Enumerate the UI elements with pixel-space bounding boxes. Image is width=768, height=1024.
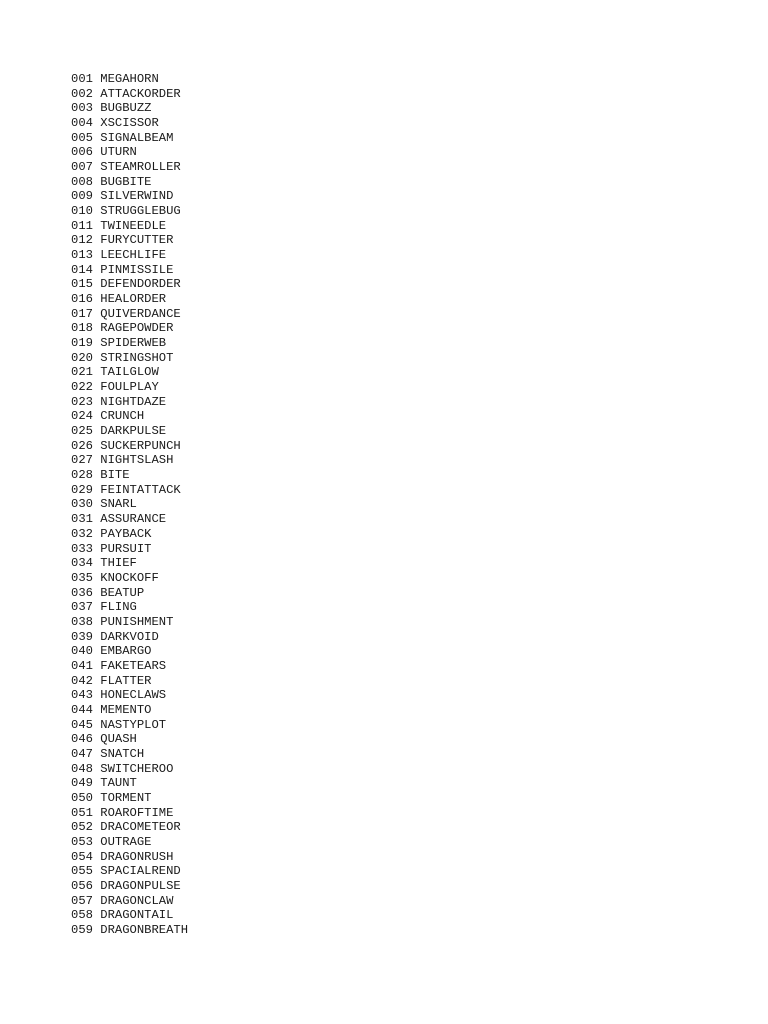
move-number: 025 [71,424,93,439]
separator [93,630,100,645]
move-number: 024 [71,409,93,424]
separator [93,453,100,468]
move-name: PUNISHMENT [100,614,174,629]
move-name: HEALORDER [100,292,167,307]
move-number: 003 [71,101,93,116]
move-name: XSCISSOR [100,116,159,131]
separator [93,864,100,879]
separator [93,908,100,923]
list-item [71,439,188,454]
separator [93,644,100,659]
separator [93,395,100,410]
move-number: 028 [71,468,93,483]
list-item [71,615,188,630]
separator [93,292,100,307]
move-name: DRAGONTAIL [100,908,174,923]
list-item [71,219,188,234]
move-name: EMBARGO [100,644,152,659]
list-item [71,483,188,498]
separator [93,542,100,557]
separator [93,439,100,454]
separator [93,791,100,806]
move-name: QUIVERDANCE [100,306,181,321]
separator [93,820,100,835]
separator [93,674,100,689]
move-number: 002 [71,86,93,101]
list-item [71,542,188,557]
list-item [71,718,188,733]
move-name: ATTACKORDER [100,86,181,101]
move-number: 027 [71,453,93,468]
separator [93,923,100,938]
move-name: LEECHLIFE [100,248,167,263]
move-number: 058 [71,908,93,923]
move-name: DRAGONRUSH [100,849,174,864]
separator [93,468,100,483]
move-name: PINMISSILE [100,262,174,277]
move-number: 043 [71,688,93,703]
list-item [71,175,188,190]
list-item [71,160,188,175]
separator [93,688,100,703]
move-number: 016 [71,292,93,307]
list-item [71,571,188,586]
move-name: STRINGSHOT [100,350,174,365]
separator [93,409,100,424]
move-number: 041 [71,658,93,673]
separator [93,762,100,777]
separator [93,131,100,146]
move-name: DEFENDORDER [100,277,181,292]
move-name: QUASH [100,732,137,747]
move-number: 005 [71,130,93,145]
move-number: 007 [71,160,93,175]
list-item [71,747,188,762]
move-number: 015 [71,277,93,292]
separator [93,233,100,248]
move-number: 044 [71,702,93,717]
move-number: 018 [71,321,93,336]
move-name: CRUNCH [100,409,145,424]
list-item [71,835,188,850]
move-name: TWINEEDLE [100,218,167,233]
separator [93,527,100,542]
separator [93,659,100,674]
list-item [71,512,188,527]
list-item [71,380,188,395]
move-number: 040 [71,644,93,659]
list-item [71,453,188,468]
move-name: TAILGLOW [100,365,159,380]
move-number: 011 [71,218,93,233]
separator [93,365,100,380]
move-name: FOULPLAY [100,380,159,395]
move-number: 014 [71,262,93,277]
list-item [71,409,188,424]
list-item [71,732,188,747]
move-name: MEGAHORN [100,72,159,86]
move-number: 017 [71,306,93,321]
move-name: FAKETEARS [100,658,167,673]
move-number: 034 [71,556,93,571]
list-item [71,894,188,909]
move-name: FLING [100,600,137,615]
separator [93,160,100,175]
move-number: 038 [71,614,93,629]
move-name: NIGHTSLASH [100,453,174,468]
list-item [71,365,188,380]
list-item [71,233,188,248]
move-number: 055 [71,864,93,879]
move-number: 008 [71,174,93,189]
separator [93,380,100,395]
list-item [71,879,188,894]
separator [93,571,100,586]
move-number: 037 [71,600,93,615]
move-name: TORMENT [100,790,152,805]
list-item [71,600,188,615]
move-number: 020 [71,350,93,365]
move-name: TAUNT [100,776,137,791]
move-number: 026 [71,438,93,453]
list-item [71,497,188,512]
list-item [71,806,188,821]
move-number: 050 [71,790,93,805]
move-name: BUGBUZZ [100,101,152,116]
list-item [71,688,188,703]
list-item [71,292,188,307]
separator [93,718,100,733]
move-number: 056 [71,878,93,893]
move-number: 023 [71,394,93,409]
move-name: NIGHTDAZE [100,394,167,409]
separator [93,219,100,234]
list-item [71,586,188,601]
move-name: FLATTER [100,673,152,688]
move-name: SPIDERWEB [100,336,167,351]
list-item [71,644,188,659]
separator [93,116,100,131]
separator [93,556,100,571]
separator [93,424,100,439]
separator [93,586,100,601]
move-number: 010 [71,204,93,219]
move-name: STEAMROLLER [100,160,181,175]
list-item [71,131,188,146]
move-name: PAYBACK [100,526,152,541]
list-item [71,659,188,674]
move-number: 019 [71,336,93,351]
move-name: PURSUIT [100,541,152,556]
separator [93,101,100,116]
separator [93,776,100,791]
list-item [71,263,188,278]
move-name: MEMENTO [100,702,152,717]
move-number: 009 [71,189,93,204]
move-number: 012 [71,233,93,248]
move-name: SIGNALBEAM [100,130,174,145]
list-item [71,204,188,219]
separator [93,204,100,219]
move-number: 042 [71,673,93,688]
move-number: 013 [71,248,93,263]
list-item [71,277,188,292]
move-name: DRAGONPULSE [100,878,181,893]
separator [93,336,100,351]
list-item [71,776,188,791]
list-item [71,321,188,336]
separator [93,483,100,498]
separator [93,747,100,762]
list-item [71,395,188,410]
move-name: SNATCH [100,746,145,761]
list-item [71,87,188,102]
separator [93,703,100,718]
separator [93,615,100,630]
list-item [71,101,188,116]
separator [93,87,100,102]
list-item [71,703,188,718]
list-item [71,189,188,204]
list-item [71,762,188,777]
move-name: FURYCUTTER [100,233,174,248]
move-number: 031 [71,512,93,527]
list-item [71,145,188,160]
move-number: 033 [71,541,93,556]
list-item [71,864,188,879]
list-item [71,923,188,938]
separator [93,850,100,865]
move-name: SILVERWIND [100,189,174,204]
move-name: UTURN [100,145,137,160]
move-name: BEATUP [100,585,145,600]
separator [93,497,100,512]
separator [93,879,100,894]
move-number: 052 [71,820,93,835]
move-number: 032 [71,526,93,541]
list-item [71,307,188,322]
separator [93,277,100,292]
separator [93,145,100,160]
separator [93,732,100,747]
move-name: DRACOMETEOR [100,820,181,835]
move-name: DRAGONBREATH [100,922,189,937]
list-item [71,336,188,351]
move-name: BUGBITE [100,174,152,189]
move-number: 039 [71,629,93,644]
separator [93,307,100,322]
move-number: 047 [71,746,93,761]
move-number: 053 [71,834,93,849]
move-number: 001 [71,72,93,86]
move-name: SWITCHEROO [100,761,174,776]
move-name: SPACIALREND [100,864,181,879]
list-item [71,468,188,483]
move-number: 051 [71,805,93,820]
list-item [71,248,188,263]
separator [93,189,100,204]
move-name: DRAGONCLAW [100,893,174,908]
list-item [71,72,188,87]
move-number: 048 [71,761,93,776]
move-number: 049 [71,776,93,791]
separator [93,806,100,821]
move-number: 036 [71,585,93,600]
move-name: DARKPULSE [100,424,167,439]
move-number: 006 [71,145,93,160]
move-name: SNARL [100,497,137,512]
move-number: 045 [71,717,93,732]
move-name: STRUGGLEBUG [100,204,181,219]
list-item [71,527,188,542]
move-name: ROAROFTIME [100,805,174,820]
move-number: 059 [71,922,93,937]
move-number: 004 [71,116,93,131]
separator [93,263,100,278]
separator [93,321,100,336]
list-item [71,791,188,806]
separator [93,512,100,527]
list-item [71,820,188,835]
separator [93,894,100,909]
move-number: 046 [71,732,93,747]
separator [93,351,100,366]
move-name: DARKVOID [100,629,159,644]
move-number: 021 [71,365,93,380]
move-name: BITE [100,468,130,483]
list-item [71,630,188,645]
move-name: HONECLAWS [100,688,167,703]
move-number: 054 [71,849,93,864]
move-name: THIEF [100,556,137,571]
move-name: RAGEPOWDER [100,321,174,336]
move-name: OUTRAGE [100,834,152,849]
list-item [71,116,188,131]
list-item [71,424,188,439]
list-item [71,908,188,923]
move-number: 057 [71,893,93,908]
move-number: 022 [71,380,93,395]
separator [93,72,100,87]
move-name: SUCKERPUNCH [100,438,181,453]
list-item [71,850,188,865]
move-name: ASSURANCE [100,512,167,527]
separator [93,835,100,850]
move-number: 029 [71,482,93,497]
move-name: FEINTATTACK [100,482,181,497]
move-number: 035 [71,570,93,585]
separator [93,248,100,263]
move-name: KNOCKOFF [100,570,159,585]
move-name: NASTYPLOT [100,717,167,732]
move-list [71,72,188,938]
separator [93,600,100,615]
list-item [71,351,188,366]
list-item [71,674,188,689]
move-number: 030 [71,497,93,512]
separator [93,175,100,190]
list-item [71,556,188,571]
